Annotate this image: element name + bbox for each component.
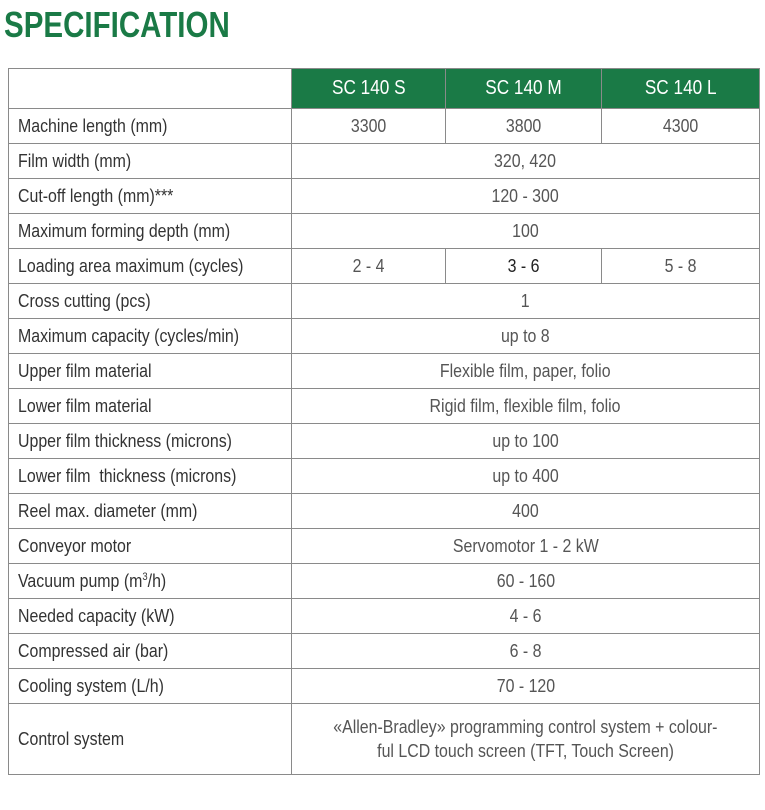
- row-value: Flexible film, paper, folio: [292, 354, 760, 389]
- row-value: 4300: [602, 109, 760, 144]
- row-value: Servomotor 1 - 2 kW: [292, 529, 760, 564]
- row-value: 1: [292, 284, 760, 319]
- table-row: [9, 634, 760, 669]
- row-value: 60 - 160: [292, 564, 760, 599]
- row-value: 5 - 8: [602, 249, 760, 284]
- row-label-text: /h): [147, 570, 167, 591]
- row-value: 3800: [446, 109, 602, 144]
- specification-table: [8, 68, 760, 775]
- table-row: [9, 214, 760, 249]
- table-row: [9, 459, 760, 494]
- row-label: Control system: [9, 704, 292, 775]
- row-value: 2 - 4: [292, 249, 446, 284]
- row-label: Cross cutting (pcs): [9, 284, 292, 319]
- row-label: Maximum forming depth (mm): [9, 214, 292, 249]
- row-value: 4 - 6: [292, 599, 760, 634]
- row-value: 3 - 6: [446, 249, 602, 284]
- model-header-m: SC 140 M: [446, 69, 602, 109]
- table-row: [9, 599, 760, 634]
- row-label: Film width (mm): [9, 144, 292, 179]
- row-label: [9, 564, 292, 599]
- row-value: 6 - 8: [292, 634, 760, 669]
- header-blank-cell: [9, 69, 292, 109]
- table-row: [9, 354, 760, 389]
- row-label: Cooling system (L/h): [9, 669, 292, 704]
- row-label: Loading area maximum (cycles): [9, 249, 292, 284]
- row-label: Maximum capacity (cycles/min): [9, 319, 292, 354]
- row-label: Conveyor motor: [9, 529, 292, 564]
- row-label: Lower film thickness (microns): [9, 459, 292, 494]
- row-value: Rigid film, flexible film, folio: [292, 389, 760, 424]
- table-row: [9, 494, 760, 529]
- row-label: Cut-off length (mm)***: [9, 179, 292, 214]
- row-label-superscript: 3: [142, 570, 148, 583]
- table-row: [9, 319, 760, 354]
- table-row: [9, 424, 760, 459]
- row-label: Needed capacity (kW): [9, 599, 292, 634]
- row-value: 3300: [292, 109, 446, 144]
- header-row: [9, 69, 760, 109]
- row-value-line: «Allen-Bradley» programming control system + colour-: [333, 716, 718, 737]
- page-title: SPECIFICATION: [4, 4, 230, 45]
- model-header-s: SC 140 S: [292, 69, 446, 109]
- row-value: 70 - 120: [292, 669, 760, 704]
- row-value: 400: [292, 494, 760, 529]
- table-row: [9, 669, 760, 704]
- row-label: Machine length (mm): [9, 109, 292, 144]
- row-value: up to 100: [292, 424, 760, 459]
- row-value-line: ful LCD touch screen (TFT, Touch Screen): [377, 740, 674, 761]
- row-label: Upper film thickness (microns): [9, 424, 292, 459]
- row-value: 320, 420: [292, 144, 760, 179]
- table-row: [9, 564, 760, 599]
- table-row: [9, 529, 760, 564]
- table-row: [9, 249, 760, 284]
- row-value: up to 400: [292, 459, 760, 494]
- row-value: [292, 704, 760, 775]
- table-row: [9, 704, 760, 775]
- table-row: [9, 389, 760, 424]
- row-label-text: Vacuum pump (m: [18, 570, 143, 591]
- model-header-l: SC 140 L: [602, 69, 760, 109]
- row-value: 100: [292, 214, 760, 249]
- row-label: Compressed air (bar): [9, 634, 292, 669]
- table-row: [9, 144, 760, 179]
- row-label: Reel max. diameter (mm): [9, 494, 292, 529]
- table-row: [9, 179, 760, 214]
- row-label: Lower film material: [9, 389, 292, 424]
- row-value: 120 - 300: [292, 179, 760, 214]
- table-row: [9, 109, 760, 144]
- table-row: [9, 284, 760, 319]
- row-label: Upper film material: [9, 354, 292, 389]
- row-value: up to 8: [292, 319, 760, 354]
